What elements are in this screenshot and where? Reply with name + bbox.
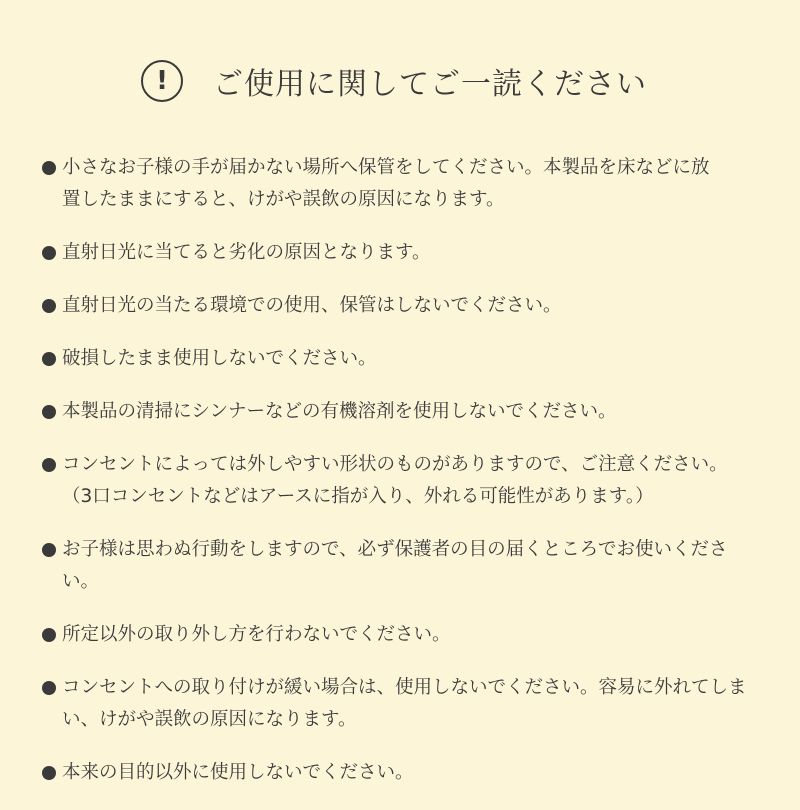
list-item: [40, 757, 770, 789]
note-line: 本来の目的以外に使用しないでください。: [62, 762, 414, 783]
note-line: 直射日光に当てると劣化の原因となります。: [62, 242, 431, 263]
note-line: コンセントへの取り付けが緩い場合は、使用しないでください。容易に外れてしま: [62, 677, 747, 698]
list-item: [40, 343, 770, 375]
list-item: [40, 290, 770, 322]
bullet-icon: [42, 352, 56, 366]
bullet-icon: [42, 766, 56, 780]
note-line: お子様は思わぬ行動をしますので、必ず保護者の目の届くところでお使いくださ: [62, 539, 728, 560]
note-line: 本製品の清掃にシンナーなどの有機溶剤を使用しないでください。: [62, 401, 617, 422]
note-line: い。: [62, 571, 100, 592]
list-item: [40, 672, 770, 736]
note-line: （3口コンセントなどはアースに指が入り、外れる可能性があります。）: [62, 486, 654, 507]
list-item: [40, 237, 770, 269]
note-line: コンセントによっては外しやすい形状のものがありますので、ご注意ください。: [62, 454, 728, 475]
note-line: 小さなお子様の手が届かない場所へ保管をしてください。本製品を床などに放: [62, 157, 710, 178]
precautions-list: [40, 152, 770, 810]
note-line: い、けがや誤飲の原因になります。: [62, 709, 357, 730]
note-line: 所定以外の取り外し方を行わないでください。: [62, 624, 451, 645]
bullet-icon: [42, 681, 56, 695]
bullet-icon: [42, 246, 56, 260]
bullet-icon: [42, 543, 56, 557]
bullet-icon: [42, 405, 56, 419]
list-item: [40, 449, 770, 513]
header: [0, 55, 800, 107]
bullet-icon: [42, 299, 56, 313]
note-line: 直射日光の当たる環境での使用、保管はしないでください。: [62, 295, 562, 316]
list-item: [40, 619, 770, 651]
list-item: [40, 152, 770, 216]
bullet-icon: [42, 628, 56, 642]
bullet-icon: [42, 161, 56, 175]
exclamation-circle-icon: !: [141, 60, 183, 102]
note-line: 置したままにすると、けがや誤飲の原因になります。: [62, 189, 505, 210]
bullet-icon: [42, 458, 56, 472]
page-title: ご使用に関してご一読ください: [213, 67, 647, 102]
note-line: 破損したまま使用しないでください。: [62, 348, 377, 369]
list-item: [40, 534, 770, 598]
list-item: [40, 396, 770, 428]
